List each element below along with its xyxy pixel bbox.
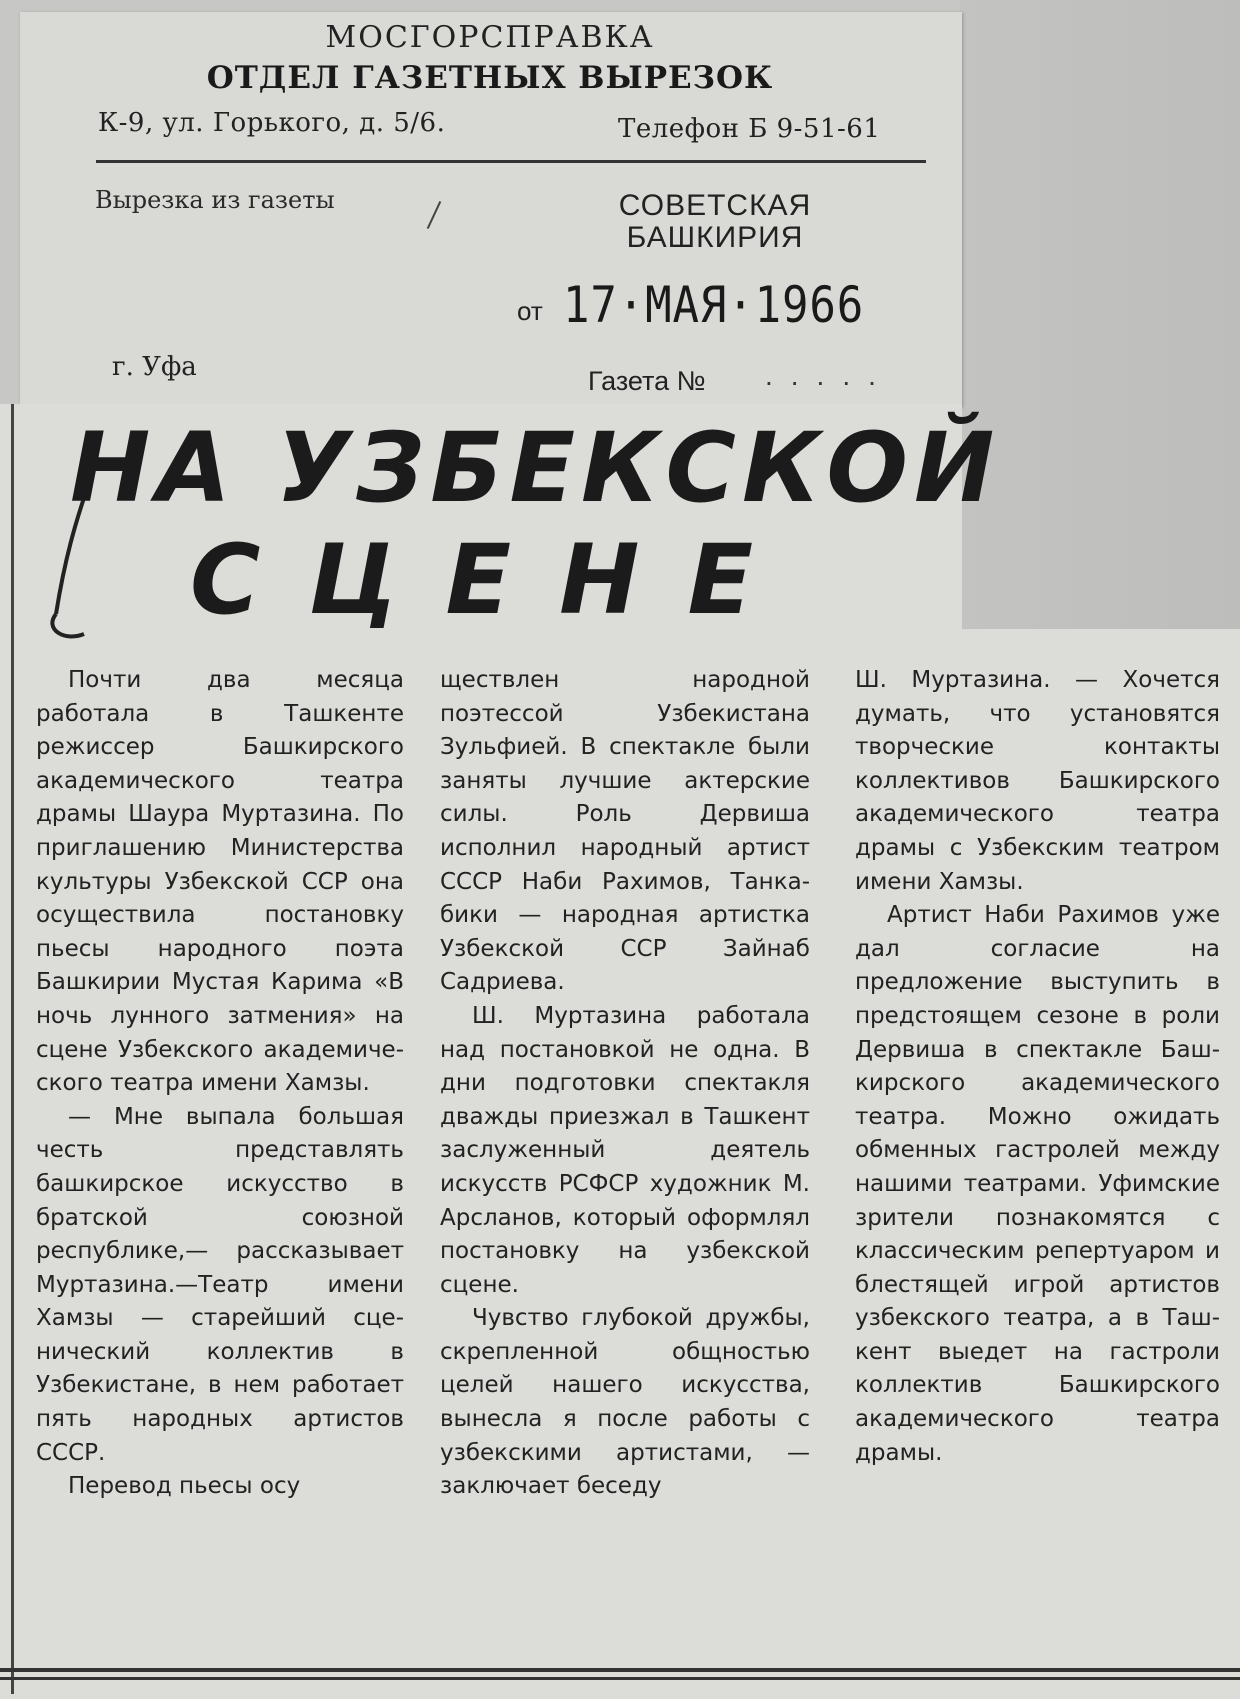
paragraph: ществлен народной поэтессой Узбекистана Зульфией. В спектакле были заняты лучшие актерские силы. Роль Дервиша исполнил народный артист СССР Наби Рахимов, Танкабики — народная артистка Узбекской ССР Зайнаб Садриева. <box>440 667 810 996</box>
gazette-number-dots: ..... <box>765 360 894 391</box>
article-column-3 <box>855 664 1220 1654</box>
gazette-number-label: Газета № <box>588 366 706 396</box>
department-name: ОТДЕЛ ГАЗЕТНЫХ ВЫРЕЗОК <box>206 60 774 96</box>
date-prefix: от <box>517 296 543 326</box>
bottom-rule <box>0 1668 1240 1672</box>
paragraph: Ш. Муртазина. — Хочется думать, что установятся творческие контакты коллективов Башкирского академического театра драмы с Узбекским театром имени Хамзы. <box>855 667 1220 895</box>
paragraph: Почти два месяца работала в Ташкенте режиссер Башкирского академического театра драмы Шаура Муртазина. По приглашению Министерства культуры Узбекской ССР она осуществила постановку пьесы народного поэта Башкирии Мустая Карима «В ночь лунного затмения» на сцене Узбекского академического театра имени Хамзы. <box>36 667 404 1097</box>
article-column-2 <box>440 664 810 1654</box>
header-divider <box>96 160 926 163</box>
agency-name: МОСГОРСПРАВКА <box>325 20 655 55</box>
headline-line-2: СЦЕНЕ <box>190 524 802 636</box>
paragraph: Чувство глубокой дружбы, скрепленной общностью целей нашего искусства, вынесла я после работы с узбекскими артистами, — заключает беседу <box>440 1305 810 1500</box>
bottom-rule <box>0 1677 1240 1680</box>
article-clipping <box>0 404 1240 1699</box>
clip-source-label: Вырезка из газеты <box>95 186 335 214</box>
paragraph: Артист Наби Рахимов уже дал согласие на предложение выступить в предстоящем сезоне в роли Дервиша в спектакле Башкирского академического театра. Можно ожидать обменных гастролей между нашими театрами. Уфимские зрители познакомятся с классическим репертуаром и блестящей игрой артистов узбекского театра, а в Ташкент выедет на гастроли коллектив Башкирского академического театра драмы. <box>855 902 1220 1466</box>
article-column-1 <box>36 664 404 1654</box>
paragraph: Ш. Муртазина работала над постановкой не одна. В дни подготовки спектакля дважды приезжал в Ташкент заслуженный деятель искусств РСФСР художник М. Арсланов, который оформлял постановку на узбекской сцене. <box>440 1002 810 1298</box>
phone-number: Телефон Б 9-51-61 <box>618 114 881 144</box>
paragraph: — Мне выпала большая честь представлять башкирское искусство в братской союзной республике,— рассказывает Муртазина.—Театр имени Хамзы — старейший сценический коллектив в Узбекистане, в нем работает пять народных артистов СССР. <box>36 1103 404 1466</box>
newspaper-name: СОВЕТСКАЯ БАШКИРИЯ <box>618 189 812 254</box>
address: К-9, ул. Горького, д. 5/6. <box>98 108 446 138</box>
city-label: г. Уфа <box>112 352 197 382</box>
article-left-border <box>11 404 14 1694</box>
date-stamp: 17·МАЯ·1966 <box>563 276 865 334</box>
paragraph: Перевод пьесы осу <box>68 1473 301 1500</box>
headline-line-1: НА УЗБЕКСКОЙ <box>70 412 1001 524</box>
